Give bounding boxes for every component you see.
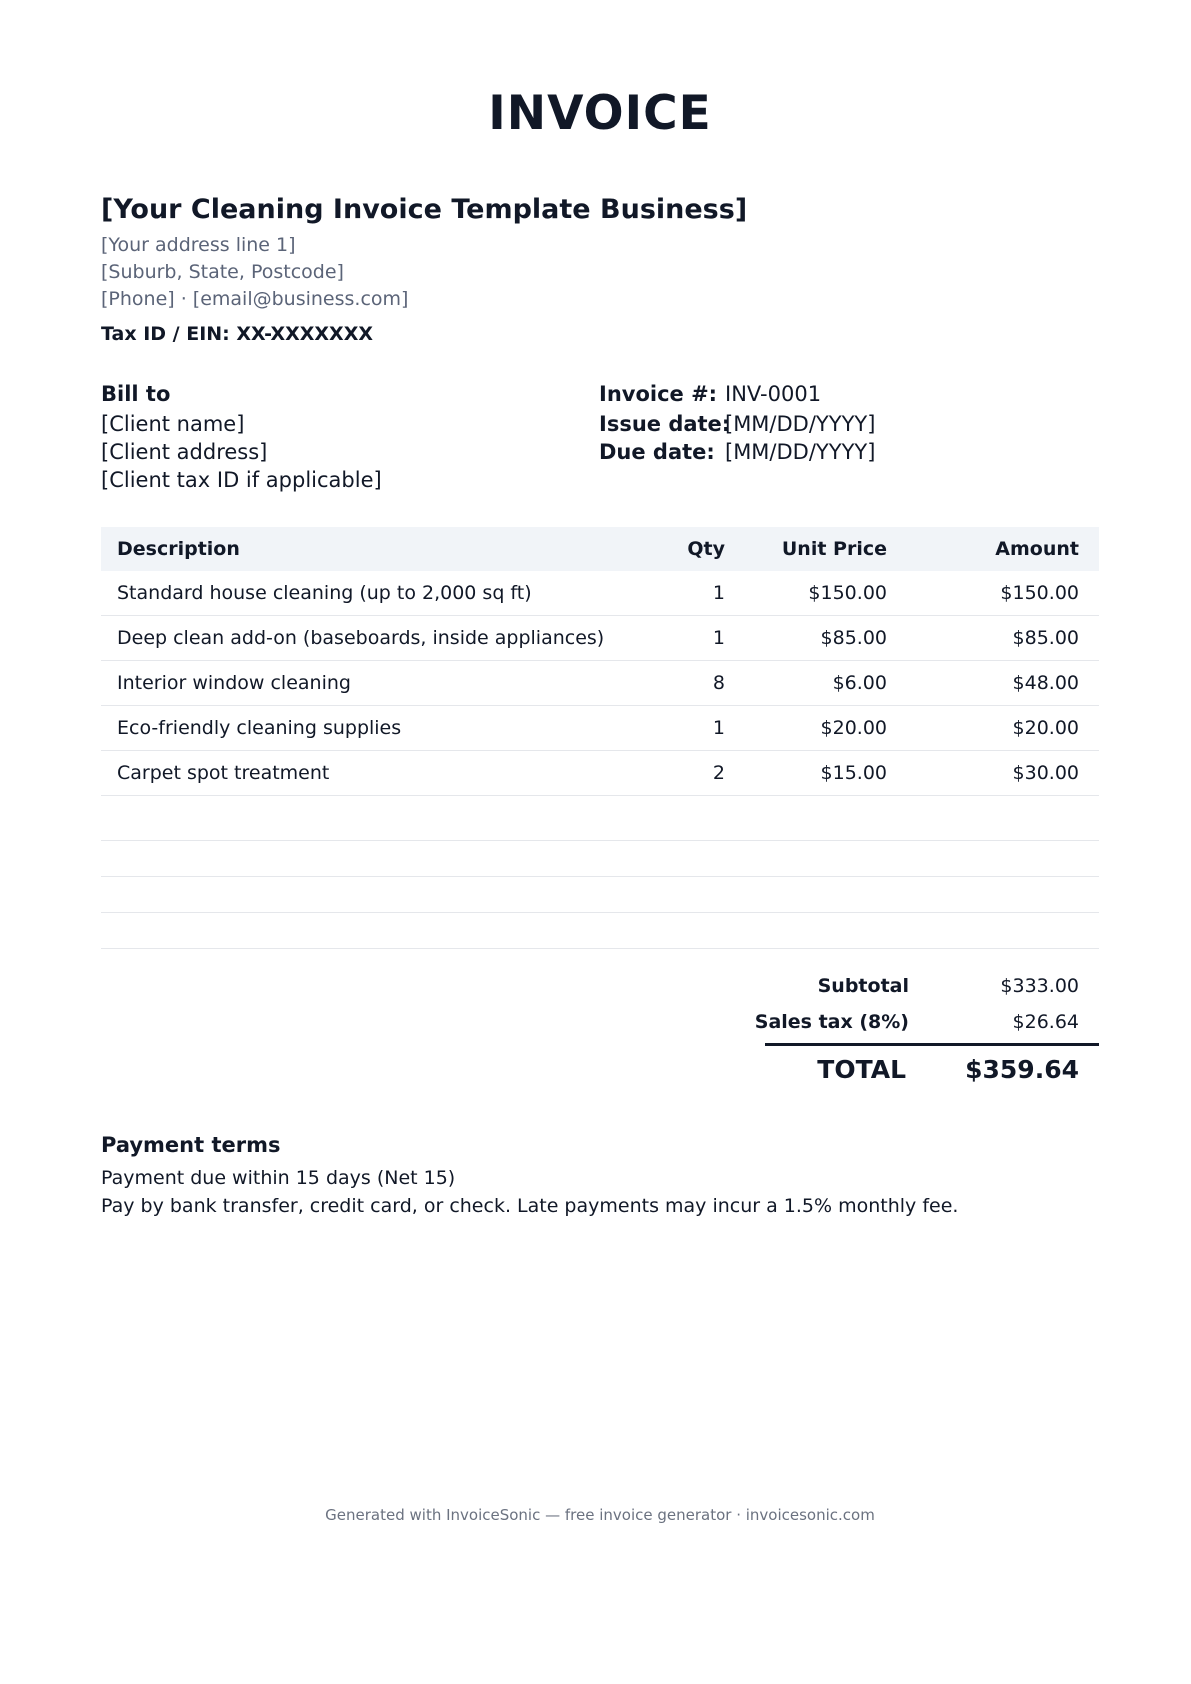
client-name: [Client name] (101, 412, 245, 436)
total-value: $359.64 (965, 1055, 1079, 1084)
header-description: Description (117, 538, 240, 560)
due-date-label: Due date: (599, 440, 715, 464)
row-unit-price: $20.00 (820, 717, 887, 739)
client-tax-id: [Client tax ID if applicable] (101, 468, 382, 492)
row-qty: 1 (712, 717, 725, 739)
empty-table-row (101, 796, 1099, 841)
business-contact: [Phone] · [email@business.com] (101, 288, 409, 310)
totals-divider (765, 1043, 1099, 1046)
business-tax-id: Tax ID / EIN: XX-XXXXXXX (101, 323, 374, 345)
invoice-title: INVOICE (488, 86, 712, 141)
issue-date-value: [MM/DD/YYYY] (725, 412, 876, 436)
row-qty: 1 (712, 627, 725, 649)
row-amount: $85.00 (1012, 627, 1079, 649)
footer-credit: Generated with InvoiceSonic — free invoice generator · invoicesonic.com (325, 1506, 875, 1524)
table-row (101, 616, 1099, 661)
subtotal-label: Subtotal (817, 975, 909, 997)
payment-terms-line1: Payment due within 15 days (Net 15) (101, 1167, 456, 1189)
row-unit-price: $150.00 (808, 582, 887, 604)
row-unit-price: $15.00 (820, 762, 887, 784)
invoice-number-value: INV-0001 (725, 382, 822, 406)
row-amount: $30.00 (1012, 762, 1079, 784)
business-name: [Your Cleaning Invoice Template Business] (101, 194, 748, 225)
empty-table-row (101, 913, 1099, 949)
client-address: [Client address] (101, 440, 268, 464)
table-row (101, 571, 1099, 616)
total-label: TOTAL (817, 1055, 906, 1084)
sales-tax-label: Sales tax (8%) (754, 1011, 909, 1033)
payment-terms-line2: Pay by bank transfer, credit card, or check. Late payments may incur a 1.5% monthly fee. (101, 1195, 959, 1217)
header-amount: Amount (995, 538, 1079, 560)
business-address-line1: [Your address line 1] (101, 234, 296, 256)
issue-date-label: Issue date: (599, 412, 731, 436)
row-amount: $150.00 (1000, 582, 1079, 604)
payment-terms-heading: Payment terms (101, 1133, 281, 1157)
header-unit-price: Unit Price (781, 538, 887, 560)
table-row (101, 751, 1099, 796)
row-description: Eco-friendly cleaning supplies (117, 717, 402, 739)
table-row (101, 661, 1099, 706)
row-unit-price: $6.00 (832, 672, 887, 694)
table-header (101, 527, 1099, 571)
bill-to-heading: Bill to (101, 382, 171, 406)
row-qty: 8 (712, 672, 725, 694)
row-description: Deep clean add-on (baseboards, inside appliances) (117, 627, 605, 649)
row-amount: $48.00 (1012, 672, 1079, 694)
empty-table-row (101, 841, 1099, 877)
row-qty: 2 (712, 762, 725, 784)
empty-table-row (101, 877, 1099, 913)
subtotal-value: $333.00 (1000, 975, 1079, 997)
row-description: Carpet spot treatment (117, 762, 330, 784)
sales-tax-value: $26.64 (1012, 1011, 1079, 1033)
row-description: Standard house cleaning (up to 2,000 sq ft) (117, 582, 532, 604)
row-amount: $20.00 (1012, 717, 1079, 739)
due-date-value: [MM/DD/YYYY] (725, 440, 876, 464)
table-row (101, 706, 1099, 751)
row-description: Interior window cleaning (117, 672, 351, 694)
line-items-table (101, 527, 1099, 949)
row-qty: 1 (712, 582, 725, 604)
header-qty: Qty (687, 538, 725, 560)
row-unit-price: $85.00 (820, 627, 887, 649)
business-address-line2: [Suburb, State, Postcode] (101, 261, 344, 283)
invoice-number-label: Invoice #: (599, 382, 718, 406)
